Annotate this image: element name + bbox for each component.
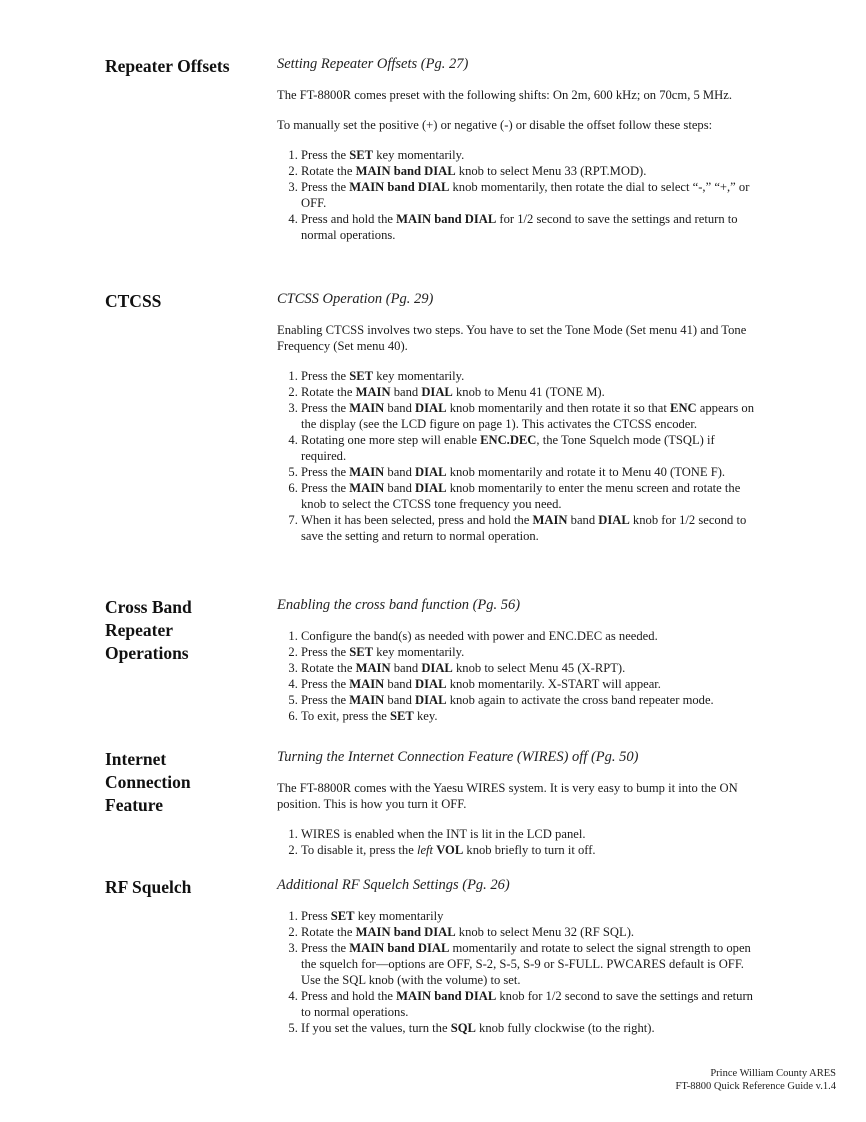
step-item: 2. Press the SET key momentarily. (301, 644, 757, 660)
footer-organization: Prince William County ARES (710, 1068, 836, 1079)
steps-list (277, 628, 757, 724)
step-item: 4. Press and hold the MAIN band DIAL knob for 1/2 second to save the settings and return to normal operations. (301, 988, 757, 1020)
step-item: 3. Rotate the MAIN band DIAL knob to select Menu 45 (X-RPT). (301, 660, 757, 676)
step-item: 2. To disable it, press the left VOL knob briefly to turn it off. (301, 842, 757, 858)
step-item: 6. Press the MAIN band DIAL knob momentarily to enter the menu screen and rotate the knob to select the CTCSS tone frequency you need. (301, 480, 757, 512)
section-body (277, 290, 757, 544)
step-item: 3. Press the MAIN band DIAL momentarily and rotate to select the signal strength to open the squelch for—options are OFF, S-2, S-5, S-9 or S-FULL. PWCARES default is OFF. Use the SQL knob (with the volume) to set. (301, 940, 757, 988)
section-subtitle: Turning the Internet Connection Feature (WIRES) off (Pg. 50) (277, 749, 639, 765)
section-body (277, 596, 757, 724)
section-paragraph: To manually set the positive (+) or negative (-) or disable the offset follow these steps: (277, 118, 713, 132)
step-item: 4. Press the MAIN band DIAL knob momentarily. X-START will appear. (301, 676, 757, 692)
step-item: 1. Configure the band(s) as needed with power and ENC.DEC as needed. (301, 628, 757, 644)
section-body (277, 55, 757, 243)
step-item: 4. Press and hold the MAIN band DIAL for 1/2 second to save the settings and return to normal operations. (301, 211, 757, 243)
section-paragraph: Enabling CTCSS involves two steps. You have to set the Tone Mode (Set menu 41) and Tone Frequency (Set menu 40). (277, 323, 747, 353)
step-item: 4. Rotating one more step will enable ENC.DEC, the Tone Squelch mode (TSQL) if required. (301, 432, 757, 464)
section-heading: Repeater Offsets (105, 56, 230, 76)
steps-list (277, 908, 757, 1036)
step-item: 1. WIRES is enabled when the INT is lit in the LCD panel. (301, 826, 757, 842)
steps-list (277, 826, 757, 858)
step-item: 5. If you set the values, turn the SQL knob fully clockwise (to the right). (301, 1020, 757, 1036)
step-item: 5. Press the MAIN band DIAL knob momentarily and rotate it to Menu 40 (TONE F). (301, 464, 757, 480)
step-item: 1. Press SET key momentarily (301, 908, 757, 924)
section-body (277, 876, 757, 1036)
step-item: 5. Press the MAIN band DIAL knob again to activate the cross band repeater mode. (301, 692, 757, 708)
section-heading: RF Squelch (105, 877, 192, 897)
steps-list (277, 147, 757, 243)
section-subtitle: Setting Repeater Offsets (Pg. 27) (277, 56, 469, 72)
section-paragraph: The FT-8800R comes with the Yaesu WIRES system. It is very easy to bump it into the ON position. This is how you turn it OFF. (277, 781, 738, 811)
step-item: 1. Press the SET key momentarily. (301, 368, 757, 384)
step-item: 2. Rotate the MAIN band DIAL knob to select Menu 33 (RPT.MOD). (301, 163, 757, 179)
section-heading: Cross Band Repeater Operations (105, 597, 192, 663)
section-subtitle: CTCSS Operation (Pg. 29) (277, 291, 434, 307)
step-item: 2. Rotate the MAIN band DIAL knob to select Menu 32 (RF SQL). (301, 924, 757, 940)
step-item: 3. Press the MAIN band DIAL knob momentarily, then rotate the dial to select “-,” “+,” or OFF. (301, 179, 757, 211)
page-footer (676, 1067, 836, 1093)
step-item: 6. To exit, press the SET key. (301, 708, 757, 724)
steps-list (277, 368, 757, 544)
section-paragraph: The FT-8800R comes preset with the following shifts: On 2m, 600 kHz; on 70cm, 5 MHz. (277, 88, 732, 102)
step-item: 1. Press the SET key momentarily. (301, 147, 757, 163)
section-heading: Internet Connection Feature (105, 749, 191, 815)
footer-guide-version: FT-8800 Quick Reference Guide v.1.4 (675, 1081, 836, 1092)
section-subtitle: Additional RF Squelch Settings (Pg. 26) (277, 877, 510, 893)
section-body (277, 748, 757, 858)
step-item: 7. When it has been selected, press and hold the MAIN band DIAL knob for 1/2 second to save the setting and return to normal operation. (301, 512, 757, 544)
step-item: 2. Rotate the MAIN band DIAL knob to Menu 41 (TONE M). (301, 384, 757, 400)
section-heading: CTCSS (105, 291, 162, 311)
section-subtitle: Enabling the cross band function (Pg. 56) (277, 597, 521, 613)
step-item: 3. Press the MAIN band DIAL knob momentarily and then rotate it so that ENC appears on the display (see the LCD figure on page 1). This activates the CTCSS encoder. (301, 400, 757, 432)
